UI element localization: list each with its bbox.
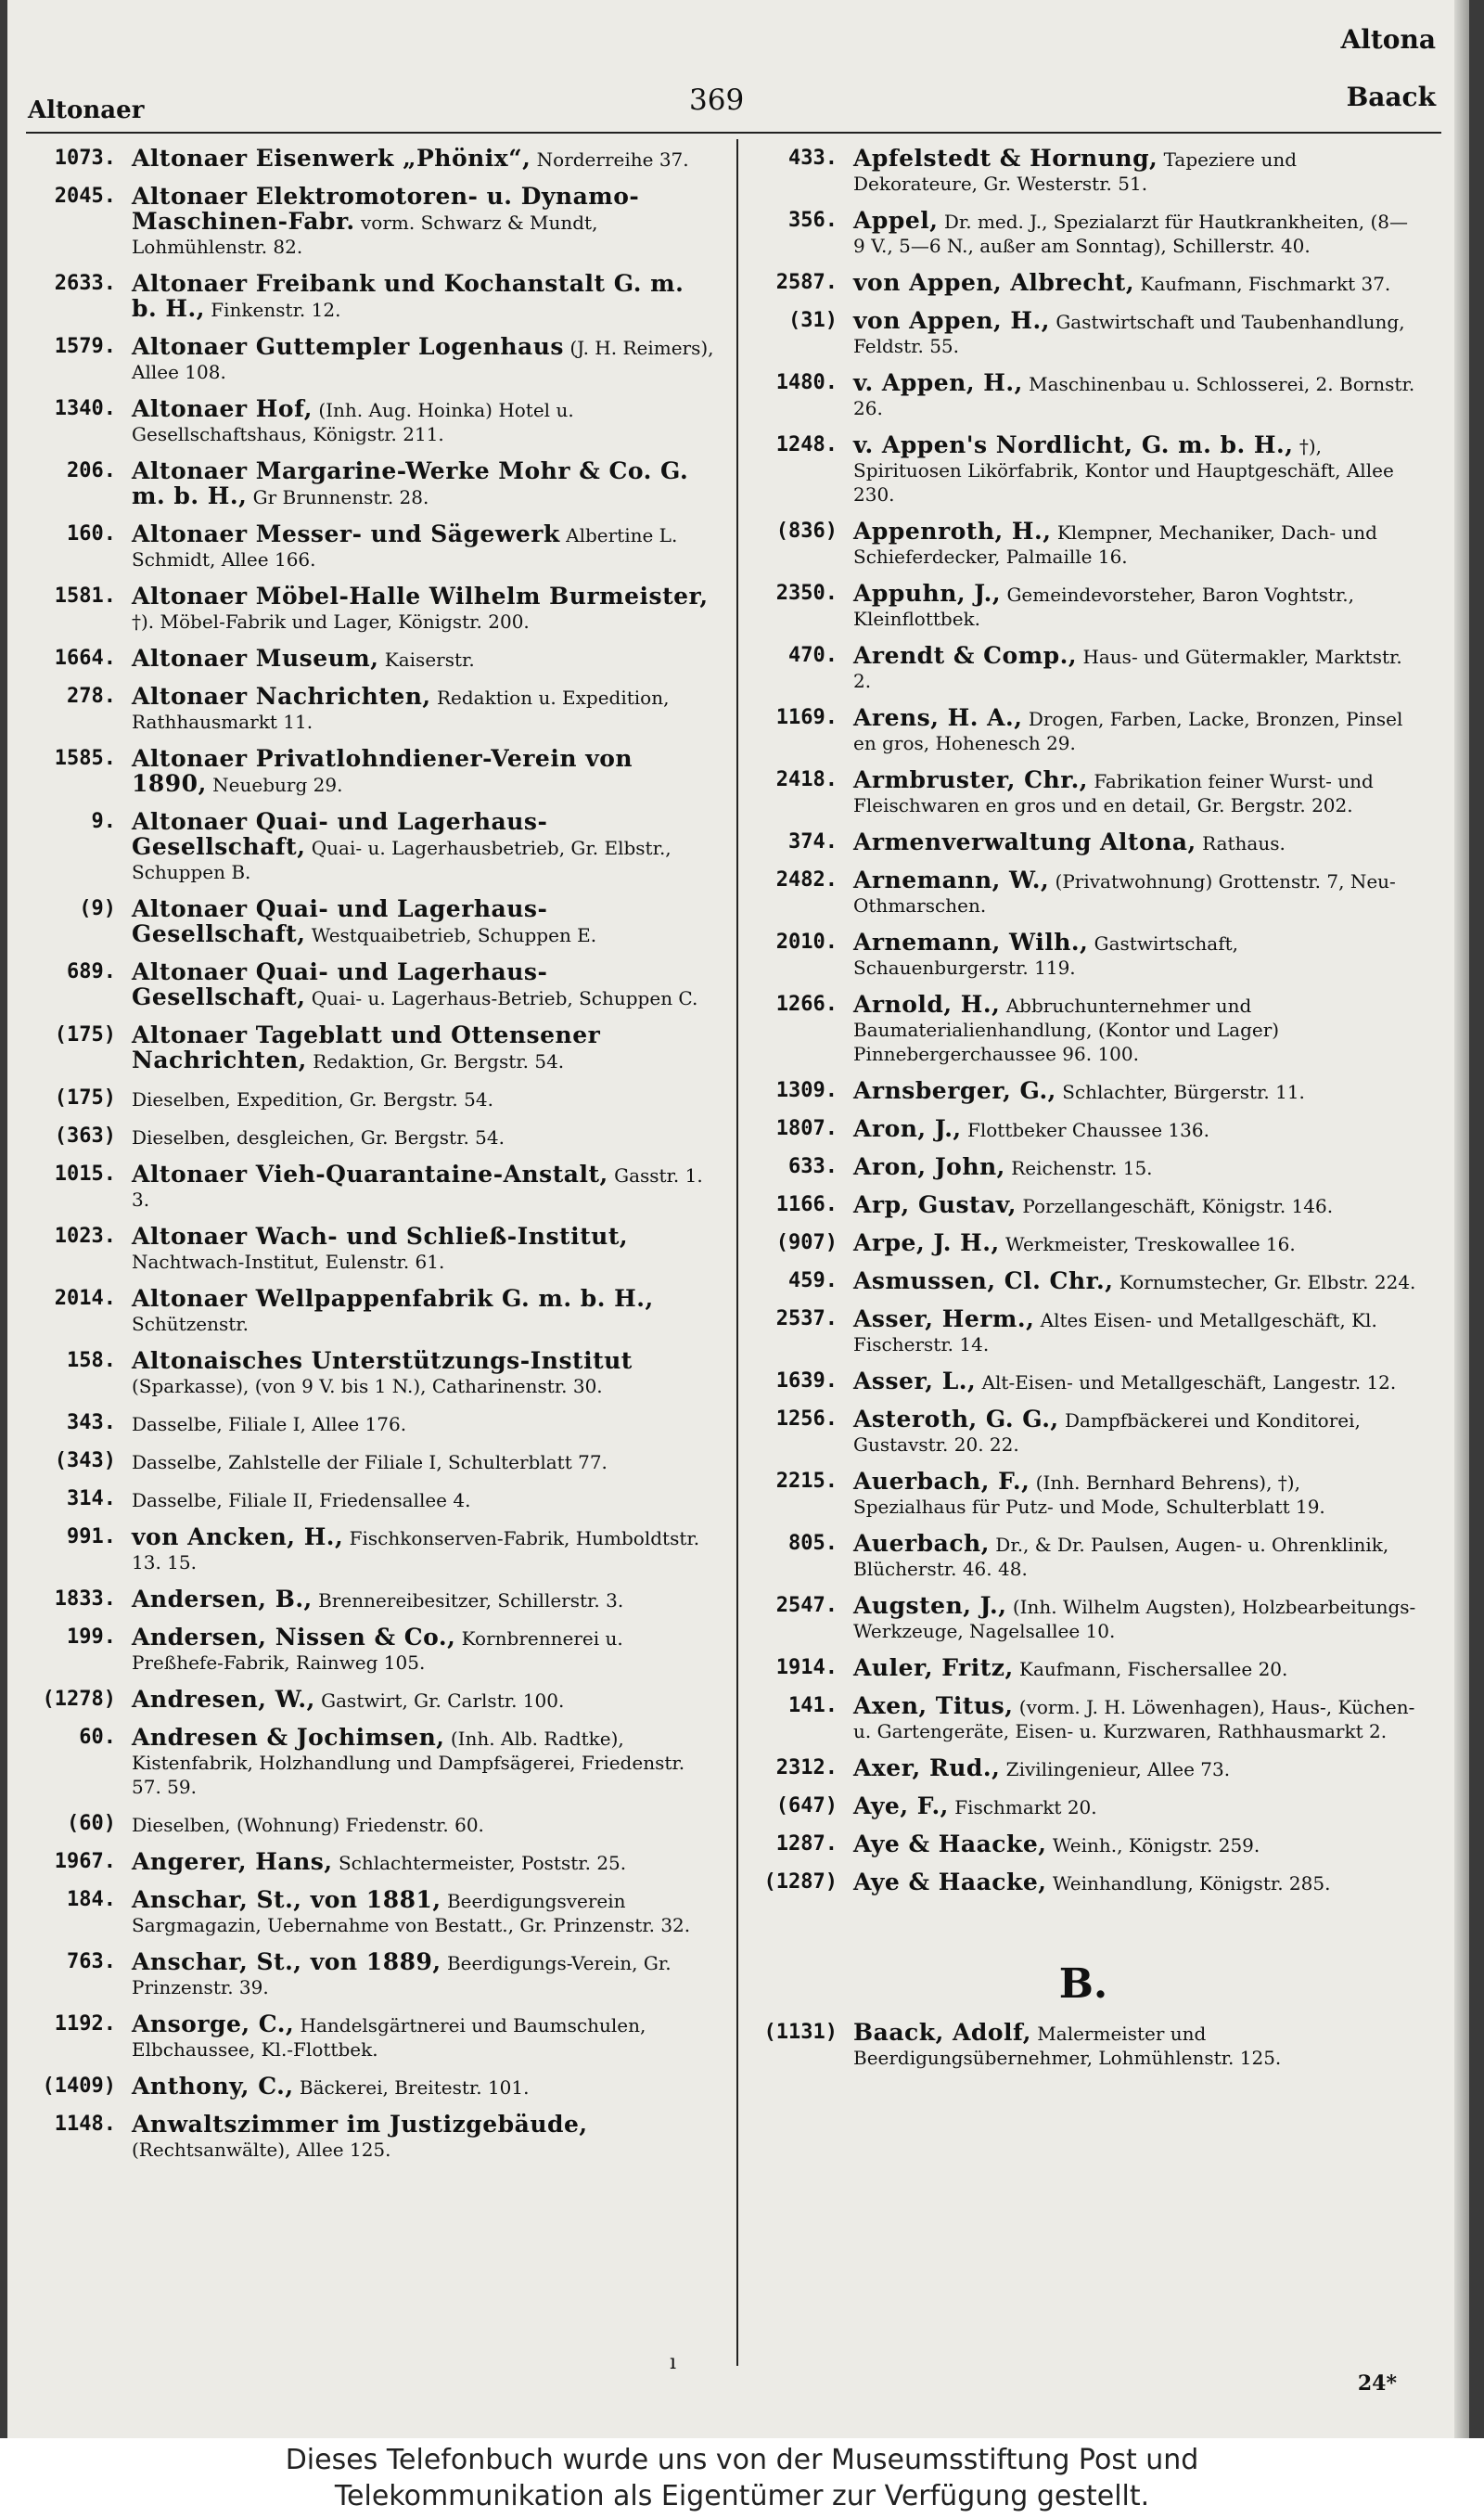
directory-entry (28, 747, 714, 797)
entry-details: Westquaibetrieb, Schuppen E. (311, 924, 597, 946)
entry-phone-number: 2350. (775, 582, 838, 605)
entry-details: Quai- u. Lagerhausbetrieb, Gr. Elbstr., Schuppen B. (132, 837, 672, 883)
directory-entry (28, 1124, 714, 1150)
entry-phone-number: 1023. (54, 1225, 116, 1248)
entry-name: Altonaer Quai- und Lagerhaus-Gesellschaft, (132, 895, 548, 947)
entry-details: Kornbrennerei u. Preßhefe-Fabrik, Rainweg 105. (132, 1627, 623, 1674)
entry-phone-number: 60. (79, 1726, 116, 1749)
entry-details: Fabrikation feiner Wurst- und Fleischwaren en gros und en detail, Gr. Bergstr. 202. (853, 770, 1374, 816)
footer-notice (0, 2438, 1484, 2518)
entry-name: Angerer, Hans, (132, 1848, 333, 1875)
entry-phone-number: (343) (54, 1449, 116, 1472)
entry-name: Asser, Herm., (853, 1305, 1035, 1332)
directory-entry (749, 1694, 1417, 1743)
directory-entry (749, 271, 1417, 296)
entry-name: Andersen, B., (132, 1586, 313, 1612)
entry-name: Altonaer Freibank und Kochanstalt G. m. b. H., (132, 270, 684, 322)
entry-phone-number: 374. (788, 830, 838, 854)
entry-phone-number: 433. (788, 147, 838, 170)
directory-entry (28, 2113, 714, 2162)
tick-mark: ı (670, 2351, 677, 2374)
running-head-left: Altonaer (28, 96, 145, 124)
left-column (28, 147, 714, 2175)
page-number: 369 (689, 84, 745, 117)
entry-phone-number: (836) (775, 520, 838, 543)
directory-entry (28, 1487, 714, 1512)
directory-entry (749, 520, 1417, 569)
entry-phone-number: 1480. (775, 371, 838, 394)
entry-details: Abbruchunternehmer und Baumaterialienhandlung, (Kontor und Lager) Pinnebergerchaussee 96. 100. (853, 995, 1280, 1065)
entry-phone-number: (647) (775, 1794, 838, 1818)
entry-name: Aye & Haacke, (853, 1869, 1047, 1895)
entry-name: Altonaer Elektromotoren- u. Dynamo-Maschinen-Fabr. (132, 183, 640, 235)
directory-entry (28, 810, 714, 884)
entry-name: Altonaer Wellpappenfabrik G. m. b. H., (132, 1285, 654, 1312)
directory-entry (749, 1231, 1417, 1256)
entry-phone-number: 2547. (775, 1594, 838, 1617)
signature-mark: 24* (1357, 2371, 1397, 2396)
entry-name: Armenverwaltung Altona, (853, 829, 1196, 855)
entry-details: Kaufmann, Fischmarkt 37. (1140, 273, 1391, 295)
entry-name: Altonaer Nachrichten, (132, 683, 431, 710)
entry-phone-number: 2482. (775, 868, 838, 892)
entry-details: Weinh., Königstr. 259. (1052, 1834, 1260, 1856)
entry-phone-number: 1248. (775, 433, 838, 456)
entry-name: Axen, Titus, (853, 1692, 1014, 1719)
entry-details: Werkmeister, Treskowallee 16. (1005, 1233, 1296, 1255)
entry-phone-number: 1169. (775, 706, 838, 729)
section-letter: B. (1058, 1960, 1108, 2008)
entry-details: Nachtwach-Institut, Eulenstr. 61. (132, 1251, 445, 1273)
directory-entry (28, 1449, 714, 1474)
directory-entry (749, 1756, 1417, 1781)
entry-phone-number: 633. (788, 1155, 838, 1178)
directory-entry (749, 309, 1417, 358)
directory-entry (749, 1407, 1417, 1457)
entry-phone-number: 1807. (775, 1117, 838, 1140)
entry-name: Arnemann, W., (853, 867, 1050, 893)
entry-details: Schlachter, Bürgerstr. 11. (1062, 1081, 1305, 1103)
entry-phone-number: 470. (788, 644, 838, 667)
entry-name: Aron, J., (853, 1115, 962, 1142)
entry-details: Alt-Eisen- und Metallgeschäft, Langestr. 12. (981, 1371, 1397, 1394)
entry-name: Altonaer Museum, (132, 645, 379, 672)
entry-phone-number: 1266. (775, 993, 838, 1016)
directory-entry (28, 1587, 714, 1612)
entry-name: Anschar, St., von 1881, (132, 1886, 441, 1913)
entry-details: vorm. Schwarz & Mundt, Lohmühlenstr. 82. (132, 212, 598, 258)
directory-entry (28, 647, 714, 672)
entry-details: Neueburg 29. (212, 774, 343, 796)
entry-name: Altonaer Tageblatt und Ottensener Nachrichten, (132, 1021, 601, 1073)
entry-name: Altonaer Wach- und Schließ-Institut, (132, 1223, 629, 1250)
entry-details: Norderreihe 37. (536, 148, 689, 171)
entry-phone-number: 1287. (775, 1832, 838, 1856)
entry-details: Gemeindevorsteher, Baron Voghtstr., Kleinflottbek. (853, 584, 1355, 630)
directory-entry (749, 433, 1417, 507)
entry-details: Gr Brunnenstr. 28. (252, 486, 429, 508)
entry-name: Appuhn, J., (853, 580, 1002, 607)
directory-entry (28, 1086, 714, 1111)
entry-name: Asteroth, G. G., (853, 1406, 1059, 1432)
running-head-right-bottom: Baack (1346, 82, 1436, 112)
entry-details: Weinhandlung, Königstr. 285. (1052, 1872, 1331, 1895)
entry-name: Altonaer Hof, (132, 395, 313, 422)
entry-phone-number: 1914. (775, 1656, 838, 1679)
directory-entry (28, 185, 714, 259)
entry-phone-number: 314. (67, 1487, 116, 1510)
entry-phone-number: 184. (67, 1888, 116, 1911)
entry-details: Redaktion u. Expedition, Rathhausmarkt 11. (132, 687, 670, 733)
directory-entry (749, 1369, 1417, 1394)
directory-entry (28, 1625, 714, 1675)
entry-name: Altonaer Quai- und Lagerhaus-Gesellschaft, (132, 808, 548, 860)
directory-entry (749, 768, 1417, 817)
entry-name: Arnemann, Wilh., (853, 929, 1089, 956)
entry-phone-number: 2014. (54, 1287, 116, 1310)
entry-phone-number: (60) (67, 1812, 116, 1835)
directory-entry (28, 1850, 714, 1875)
entry-details: Dasselbe, Zahlstelle der Filiale I, Schulterblatt 77. (132, 1451, 608, 1473)
directory-entry (749, 1532, 1417, 1581)
entry-name: Armbruster, Chr., (853, 766, 1088, 793)
entry-details: Albertine L. Schmidt, Allee 166. (132, 524, 678, 571)
entry-name: Appel, (853, 207, 939, 234)
page-edge-shadow (1454, 0, 1469, 2438)
entry-name: Altonaer Vieh-Quarantaine-Anstalt, (132, 1161, 608, 1188)
entry-details: Maschinenbau u. Schlosserei, 2. Bornstr. 26. (853, 373, 1415, 419)
directory-entry (749, 1832, 1417, 1857)
entry-details: (Sparkasse), (von 9 V. bis 1 N.), Catharinenstr. 30. (132, 1375, 603, 1397)
directory-entry (28, 459, 714, 509)
entry-phone-number: 1309. (775, 1079, 838, 1102)
right-column (749, 147, 1417, 2083)
entry-details: †). Möbel-Fabrik und Lager, Königstr. 200. (132, 610, 530, 633)
entry-phone-number: 1664. (54, 647, 116, 670)
entry-phone-number: (9) (79, 897, 116, 920)
entry-details: †), Spirituosen Likörfabrik, Kontor und Hauptgeschäft, Allee 230. (853, 435, 1394, 506)
entry-details: Finkenstr. 12. (211, 299, 341, 321)
directory-entry (749, 1794, 1417, 1819)
running-head-right-top: Altona (1340, 24, 1436, 55)
entry-name: Anwaltszimmer im Justizgebäude, (132, 2111, 588, 2138)
directory-entry (749, 644, 1417, 693)
directory-entry (28, 1950, 714, 1999)
entry-name: Auler, Fritz, (853, 1654, 1014, 1681)
entry-details: Gastwirtschaft, Schauenburgerstr. 119. (853, 932, 1239, 979)
directory-entry (28, 522, 714, 572)
entry-phone-number: (31) (788, 309, 838, 332)
entry-phone-number: 1166. (775, 1193, 838, 1216)
entry-phone-number: 805. (788, 1532, 838, 1555)
entry-details: Dieselben, (Wohnung) Friedenstr. 60. (132, 1814, 484, 1836)
directory-entry (749, 1269, 1417, 1294)
directory-entry (28, 2012, 714, 2062)
entry-phone-number: 9. (91, 810, 116, 833)
directory-entry (28, 397, 714, 446)
directory-entry (28, 897, 714, 947)
entry-details: Dasselbe, Filiale I, Allee 176. (132, 1413, 407, 1435)
directory-entry (749, 2021, 1417, 2070)
directory-entry (28, 1287, 714, 1336)
directory-entry (749, 1193, 1417, 1218)
entry-name: von Appen, H., (853, 307, 1050, 334)
right-column-entries (749, 147, 1417, 1895)
entry-phone-number: 2010. (775, 931, 838, 954)
entry-phone-number: (1409) (42, 2075, 116, 2098)
entry-details: Dr., & Dr. Paulsen, Augen- u. Ohrenklinik, Blücherstr. 46. 48. (853, 1534, 1389, 1580)
entry-phone-number: (363) (54, 1124, 116, 1148)
entry-phone-number: 1967. (54, 1850, 116, 1873)
directory-entry (749, 1656, 1417, 1681)
entry-phone-number: 343. (67, 1411, 116, 1434)
entry-name: Andresen & Jochimsen, (132, 1724, 445, 1751)
entry-details: Bäckerei, Breitestr. 101. (299, 2076, 530, 2099)
entry-name: Apfelstedt & Hornung, (853, 145, 1158, 172)
entry-phone-number: (1287) (763, 1870, 838, 1894)
entry-details: Reichenstr. 15. (1011, 1157, 1153, 1179)
entry-details: Klempner, Mechaniker, Dach- und Schieferdecker, Palmaille 16. (853, 521, 1377, 568)
entry-details: (Rechtsanwälte), Allee 125. (132, 2139, 391, 2161)
entry-phone-number: (1131) (763, 2021, 838, 2044)
entry-name: Anschar, St., von 1889, (132, 1948, 441, 1975)
entry-name: Arpe, J. H., (853, 1229, 1000, 1256)
directory-entry (749, 371, 1417, 420)
directory-entry (28, 1023, 714, 1073)
entry-phone-number: 141. (788, 1694, 838, 1717)
entry-phone-number: 1585. (54, 747, 116, 770)
entry-name: Arendt & Comp., (853, 642, 1078, 669)
entry-name: Andersen, Nissen & Co., (132, 1624, 456, 1651)
entry-name: Axer, Rud., (853, 1754, 1001, 1781)
entry-phone-number: 206. (67, 459, 116, 482)
directory-entry (28, 1525, 714, 1574)
entry-name: Arens, H. A., (853, 704, 1023, 731)
entry-phone-number: 763. (67, 1950, 116, 1973)
entry-name: Altonaer Guttempler Logenhaus (132, 333, 564, 360)
directory-entry (749, 1470, 1417, 1519)
footer-line-2: Telekommunikation als Eigentümer zur Verfügung gestellt. (334, 2480, 1150, 2512)
entry-phone-number: 1256. (775, 1407, 838, 1431)
entry-phone-number: (175) (54, 1023, 116, 1047)
entry-details: Rathaus. (1202, 832, 1286, 854)
entry-phone-number: 2537. (775, 1307, 838, 1330)
entry-name: Appenroth, H., (853, 518, 1052, 545)
entry-name: von Ancken, H., (132, 1523, 344, 1550)
entry-details: Beerdigungs-Verein, Gr. Prinzenstr. 39. (132, 1952, 672, 1998)
entry-phone-number: 1579. (54, 335, 116, 358)
entry-details: (Inh. Bernhard Behrens), †), Spezialhaus für Putz- und Mode, Schulterblatt 19. (853, 1471, 1325, 1518)
header-rule (26, 132, 1441, 134)
entry-details: (J. H. Reimers), Allee 108. (132, 337, 714, 383)
directory-entry (28, 1726, 714, 1799)
directory-entry (28, 147, 714, 172)
entry-details: Gastwirt, Gr. Carlstr. 100. (321, 1689, 565, 1712)
entry-phone-number: 2633. (54, 272, 116, 295)
entry-name: Auerbach, (853, 1530, 990, 1557)
entry-details: Dampfbäckerei und Konditorei, Gustavstr. 20. 22. (853, 1409, 1361, 1456)
entry-phone-number: 991. (67, 1525, 116, 1548)
entry-details: Beerdigungsverein Sargmagazin, Uebernahme von Bestatt., Gr. Prinzenstr. 32. (132, 1890, 691, 1936)
entry-details: Flottbeker Chaussee 136. (966, 1119, 1209, 1141)
directory-entry (749, 931, 1417, 980)
entry-details: (Privatwohnung) Grottenstr. 7, Neu-Othmarschen. (853, 870, 1396, 917)
entry-name: v. Appen's Nordlicht, G. m. b. H., (853, 431, 1294, 458)
entry-phone-number: 356. (788, 209, 838, 232)
directory-entry (28, 585, 714, 634)
entry-name: von Appen, Albrecht, (853, 269, 1135, 296)
entry-details: Dasselbe, Filiale II, Friedensallee 4. (132, 1489, 471, 1511)
entry-phone-number: 1148. (54, 2113, 116, 2136)
directory-entry (28, 1411, 714, 1436)
entry-phone-number: 1073. (54, 147, 116, 170)
directory-entry (28, 960, 714, 1010)
entry-phone-number: 2587. (775, 271, 838, 294)
entry-phone-number: 1192. (54, 2012, 116, 2036)
directory-entry (28, 2075, 714, 2100)
entry-name: Augsten, J., (853, 1592, 1007, 1619)
entry-phone-number: 199. (67, 1625, 116, 1649)
entry-phone-number: (1278) (42, 1688, 116, 1711)
entry-details: Schlachtermeister, Poststr. 25. (338, 1852, 627, 1874)
directory-entry (749, 1594, 1417, 1643)
entry-details: Quai- u. Lagerhaus-Betrieb, Schuppen C. (311, 987, 698, 1009)
entry-details: Tapeziere und Dekorateure, Gr. Westerstr. 51. (853, 148, 1298, 195)
directory-entry (749, 706, 1417, 755)
entry-details: Fischkonserven-Fabrik, Humboldtstr. 13. 15. (132, 1527, 700, 1574)
entry-name: Anthony, C., (132, 2073, 294, 2100)
right-column-entries-b (749, 2021, 1417, 2070)
entry-details: Altes Eisen- und Metallgeschäft, Kl. Fischerstr. 14. (853, 1309, 1377, 1355)
directory-entry (749, 993, 1417, 1066)
entry-details: Handelsgärtnerei und Baumschulen, Elbchaussee, Kl.-Flottbek. (132, 2014, 646, 2061)
entry-name: Asser, L., (853, 1368, 977, 1394)
entry-phone-number: 459. (788, 1269, 838, 1292)
entry-details: (Inh. Alb. Radtke), Kistenfabrik, Holzhandlung und Dampfsägerei, Friedenstr. 57. 59. (132, 1728, 685, 1798)
entry-details: (vorm. J. H. Löwenhagen), Haus-, Küchen- u. Gartengeräte, Eisen- u. Kurzwaren, Rathhausmarkt 2. (853, 1696, 1415, 1742)
entry-details: Fischmarkt 20. (954, 1796, 1097, 1818)
entry-name: Altonaer Margarine-Werke Mohr & Co. G. m. b. H., (132, 457, 689, 509)
entry-name: Altonaisches Unterstützungs-Institut (132, 1347, 633, 1374)
entry-details: (Inh. Wilhelm Augsten), Holzbearbeitungs-Werkzeuge, Nagelsallee 10. (853, 1596, 1416, 1642)
entry-details: Kaiserstr. (384, 649, 475, 671)
entry-name: Arnsberger, G., (853, 1077, 1056, 1104)
directory-entry (28, 1688, 714, 1713)
entry-phone-number: (907) (775, 1231, 838, 1254)
entry-details: Kaufmann, Fischersallee 20. (1019, 1658, 1288, 1680)
entry-name: Asmussen, Cl. Chr., (853, 1267, 1114, 1294)
entry-phone-number: 1340. (54, 397, 116, 420)
directory-entry (749, 582, 1417, 631)
entry-name: Ansorge, C., (132, 2011, 295, 2037)
directory-entry (749, 1307, 1417, 1356)
entry-name: Auerbach, F., (853, 1468, 1030, 1495)
directory-entry (749, 1117, 1417, 1142)
entry-phone-number: 1581. (54, 585, 116, 608)
directory-entry (28, 1349, 714, 1398)
directory-entry (749, 147, 1417, 196)
entry-details: Dieselben, desgleichen, Gr. Bergstr. 54. (132, 1126, 505, 1149)
directory-entry (749, 1870, 1417, 1895)
entry-details: Zivilingenieur, Allee 73. (1005, 1758, 1231, 1780)
entry-phone-number: 2418. (775, 768, 838, 791)
directory-page (7, 0, 1469, 2438)
entry-phone-number: 278. (67, 685, 116, 708)
directory-entry (749, 209, 1417, 258)
entry-details: Dieselben, Expedition, Gr. Bergstr. 54. (132, 1088, 493, 1111)
directory-entry (749, 1079, 1417, 1104)
directory-entry (28, 272, 714, 322)
entry-details: Gasstr. 1. 3. (132, 1164, 703, 1211)
entry-details: Porzellangeschäft, Königstr. 146. (1022, 1195, 1334, 1217)
entry-name: Andresen, W., (132, 1686, 315, 1713)
entry-details: Drogen, Farben, Lacke, Bronzen, Pinsel en gros, Hohenesch 29. (853, 708, 1403, 754)
entry-phone-number: 2045. (54, 185, 116, 208)
entry-phone-number: 1015. (54, 1163, 116, 1186)
entry-name: Altonaer Privatlohndiener-Verein von 1890, (132, 745, 633, 797)
entry-phone-number: 1639. (775, 1369, 838, 1393)
directory-entry (749, 868, 1417, 918)
entry-name: Arnold, H., (853, 991, 1001, 1018)
entry-details: Kornumstecher, Gr. Elbstr. 224. (1119, 1271, 1416, 1293)
entry-details: Schützenstr. (132, 1313, 249, 1335)
directory-entry (28, 1163, 714, 1212)
entry-name: Aron, John, (853, 1153, 1005, 1180)
entry-phone-number: 2312. (775, 1756, 838, 1779)
entry-details: Brennereibesitzer, Schillerstr. 3. (318, 1589, 624, 1612)
entry-name: Baack, Adolf, (853, 2019, 1031, 2046)
entry-name: v. Appen, H., (853, 369, 1023, 396)
directory-entry (749, 1155, 1417, 1180)
footer-line-1: Dieses Telefonbuch wurde uns von der Museumsstiftung Post und (285, 2444, 1199, 2476)
entry-details: Haus- und Gütermakler, Marktstr. 2. (853, 646, 1402, 692)
entry-details: (Inh. Aug. Hoinka) Hotel u. Gesellschaftshaus, Königstr. 211. (132, 399, 574, 445)
directory-entry (28, 1812, 714, 1837)
entry-details: Dr. med. J., Spezialarzt für Hautkrankheiten, (8—9 V., 5—6 N., außer am Sonntag), Schillerstr. 40. (853, 211, 1409, 257)
directory-entry (28, 335, 714, 384)
entry-details: Gastwirtschaft und Taubenhandlung, Feldstr. 55. (853, 311, 1405, 357)
entry-name: Aye, F., (853, 1792, 949, 1819)
entry-name: Altonaer Eisenwerk „Phönix“, (132, 145, 531, 172)
entry-phone-number: 160. (67, 522, 116, 546)
column-divider (736, 139, 738, 2366)
directory-entry (749, 830, 1417, 855)
entry-phone-number: 689. (67, 960, 116, 983)
entry-name: Arp, Gustav, (853, 1191, 1017, 1218)
directory-entry (28, 1888, 714, 1937)
entry-details: Redaktion, Gr. Bergstr. 54. (313, 1050, 565, 1073)
entry-phone-number: 158. (67, 1349, 116, 1372)
entry-name: Altonaer Quai- und Lagerhaus-Gesellschaft, (132, 958, 548, 1010)
directory-entry (28, 1225, 714, 1274)
directory-entry (28, 685, 714, 734)
entry-name: Altonaer Möbel-Halle Wilhelm Burmeister, (132, 583, 709, 610)
entry-phone-number: (175) (54, 1086, 116, 1110)
entry-name: Altonaer Messer- und Sägewerk (132, 520, 560, 547)
entry-details: Malermeister und Beerdigungsübernehmer, Lohmühlenstr. 125. (853, 2023, 1282, 2069)
entry-phone-number: 1833. (54, 1587, 116, 1611)
entry-name: Aye & Haacke, (853, 1831, 1047, 1857)
entry-phone-number: 2215. (775, 1470, 838, 1493)
